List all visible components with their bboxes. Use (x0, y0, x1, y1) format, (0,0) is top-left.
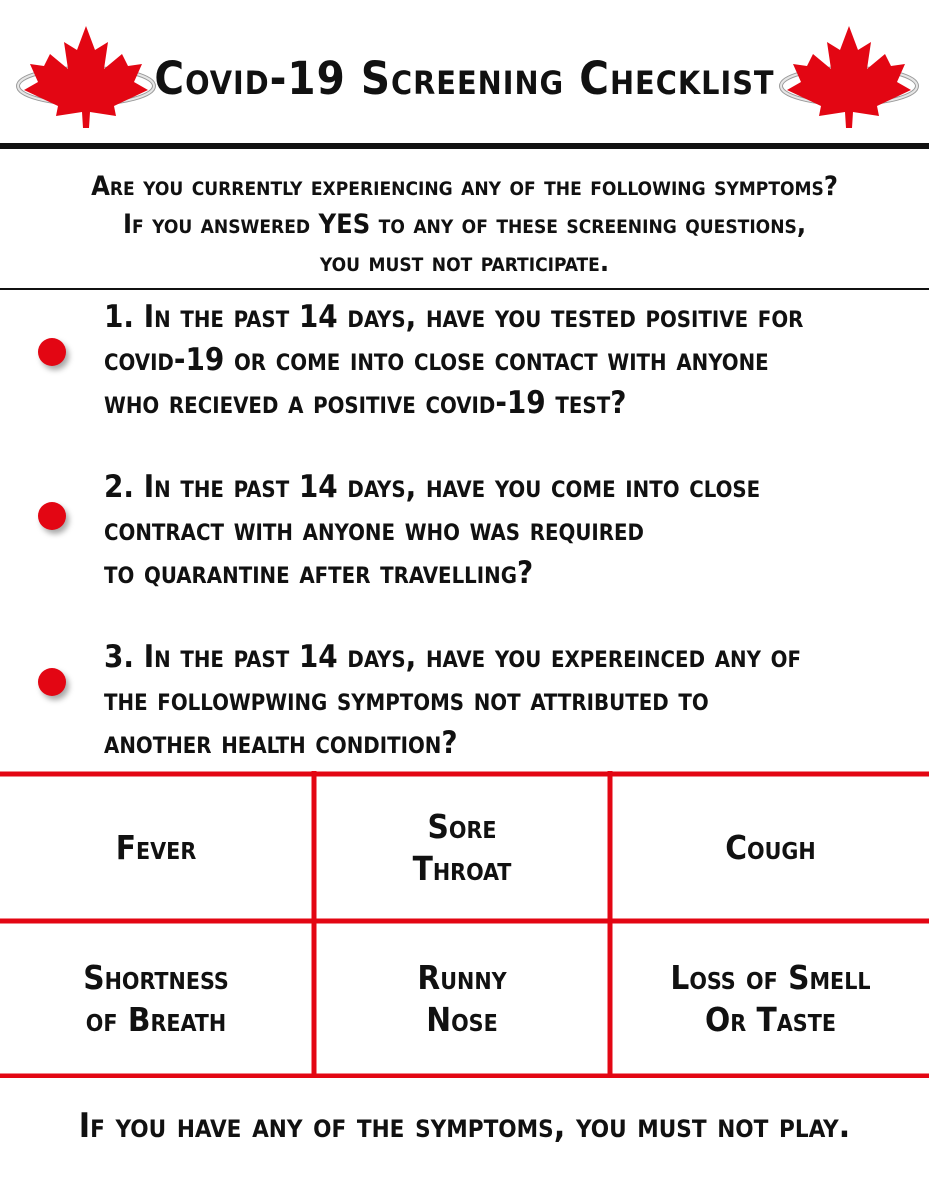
question-line: to quarantine after travelling? (104, 555, 534, 591)
intro-line: If you answered YES to any of these screening questions, (122, 209, 807, 240)
footer-warning: If you have any of the symptoms, you must not play. (78, 1106, 851, 1146)
question-line: 2. In the past 14 days, have you come into close (104, 469, 761, 505)
question-line: the followpwing symptoms not attributed to (104, 682, 709, 718)
header-divider (0, 143, 929, 149)
symptom-cell-loss-of-smell (612, 923, 929, 1074)
intro-text (0, 168, 929, 282)
symptom-cell-shortness-of-breath (0, 923, 312, 1074)
intro-divider (0, 288, 929, 290)
symptom-cell-runny-nose (316, 923, 608, 1074)
symptom-label: Nose (426, 999, 498, 1039)
symptom-cell-cough (612, 776, 929, 919)
question-line: another health condition? (104, 725, 458, 761)
question-1 (104, 296, 914, 425)
symptoms-table (0, 771, 929, 1078)
question-2 (104, 466, 914, 595)
question-3 (104, 636, 914, 765)
symptom-label: Shortness (83, 957, 229, 997)
symptom-label: of Breath (85, 999, 227, 1039)
symptom-label: Sore (427, 806, 497, 846)
page-title: Covid-19 Screening Checklist (154, 52, 775, 105)
symptom-label: Runny (417, 957, 507, 997)
question-line: 3. In the past 14 days, have you expereinced any of (104, 639, 801, 675)
question-line: who recieved a positive covid-19 test? (104, 385, 627, 421)
question-bullet (38, 338, 66, 366)
question-bullet (38, 668, 66, 696)
symptom-label: Cough (725, 827, 816, 867)
symptom-label: Fever (115, 827, 197, 867)
question-line: contract with anyone who was required (104, 512, 644, 548)
question-line: covid-19 or come into close contact with anyone (104, 342, 769, 378)
question-bullet (38, 502, 66, 530)
symptom-label: Or Taste (705, 999, 836, 1039)
intro-line: you must not participate. (319, 247, 610, 278)
symptom-label: Loss of Smell (670, 957, 871, 997)
symptom-cell-fever (0, 776, 312, 919)
question-line: 1. In the past 14 days, have you tested positive for (104, 299, 804, 335)
intro-line: Are you currently experiencing any of the following symptoms? (91, 171, 838, 202)
symptom-cell-sore-throat (316, 776, 608, 919)
symptom-label: Throat (412, 848, 512, 888)
